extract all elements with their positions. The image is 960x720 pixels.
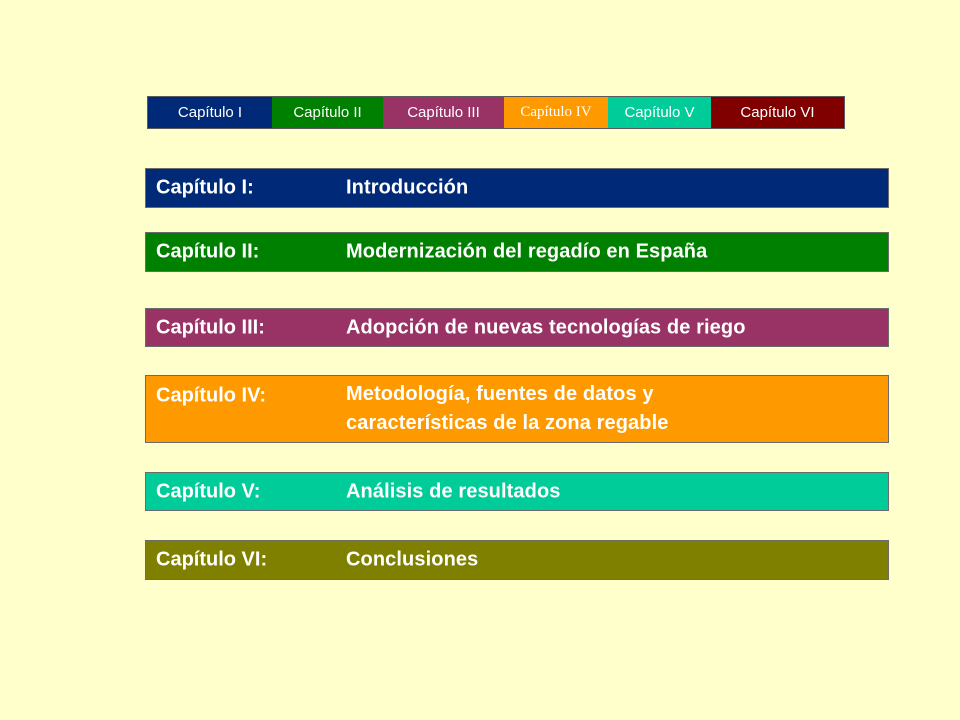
chapter-nav-bar (147, 96, 845, 129)
chapter-box-capitulo-v[interactable] (145, 472, 889, 511)
chapter-title: Metodología, fuentes de datos y características de la zona regable (346, 383, 669, 434)
chapter-title: Análisis de resultados (346, 480, 561, 502)
chapter-label: Capítulo V: (156, 480, 261, 502)
chapter-title: Conclusiones (346, 548, 479, 571)
nav-tab-capitulo-vi[interactable]: Capítulo VI (711, 97, 844, 128)
chapter-title: Adopción de nuevas tecnologías de riego (346, 316, 746, 338)
chapter-label: Capítulo III: (156, 316, 265, 338)
nav-tab-capitulo-i[interactable]: Capítulo I (148, 97, 272, 128)
chapter-box-capitulo-iv[interactable] (145, 375, 889, 443)
chapter-label: Capítulo II: (156, 240, 260, 263)
chapter-box-capitulo-vi[interactable] (145, 540, 889, 580)
chapter-label: Capítulo I: (156, 176, 254, 199)
chapter-box-capitulo-ii[interactable] (145, 232, 889, 272)
nav-tab-capitulo-ii[interactable]: Capítulo II (272, 97, 383, 128)
chapter-title: Introducción (346, 176, 469, 199)
nav-tab-capitulo-iv[interactable]: Capítulo IV (504, 97, 608, 128)
nav-tab-capitulo-v[interactable]: Capítulo V (608, 97, 711, 128)
chapter-title: Modernización del regadío en España (346, 240, 708, 263)
chapter-box-capitulo-iii[interactable] (145, 308, 889, 347)
chapter-box-capitulo-i[interactable] (145, 168, 889, 208)
chapter-label: Capítulo IV: (156, 384, 266, 407)
chapter-label: Capítulo VI: (156, 548, 268, 571)
nav-tab-capitulo-iii[interactable]: Capítulo III (383, 97, 504, 128)
